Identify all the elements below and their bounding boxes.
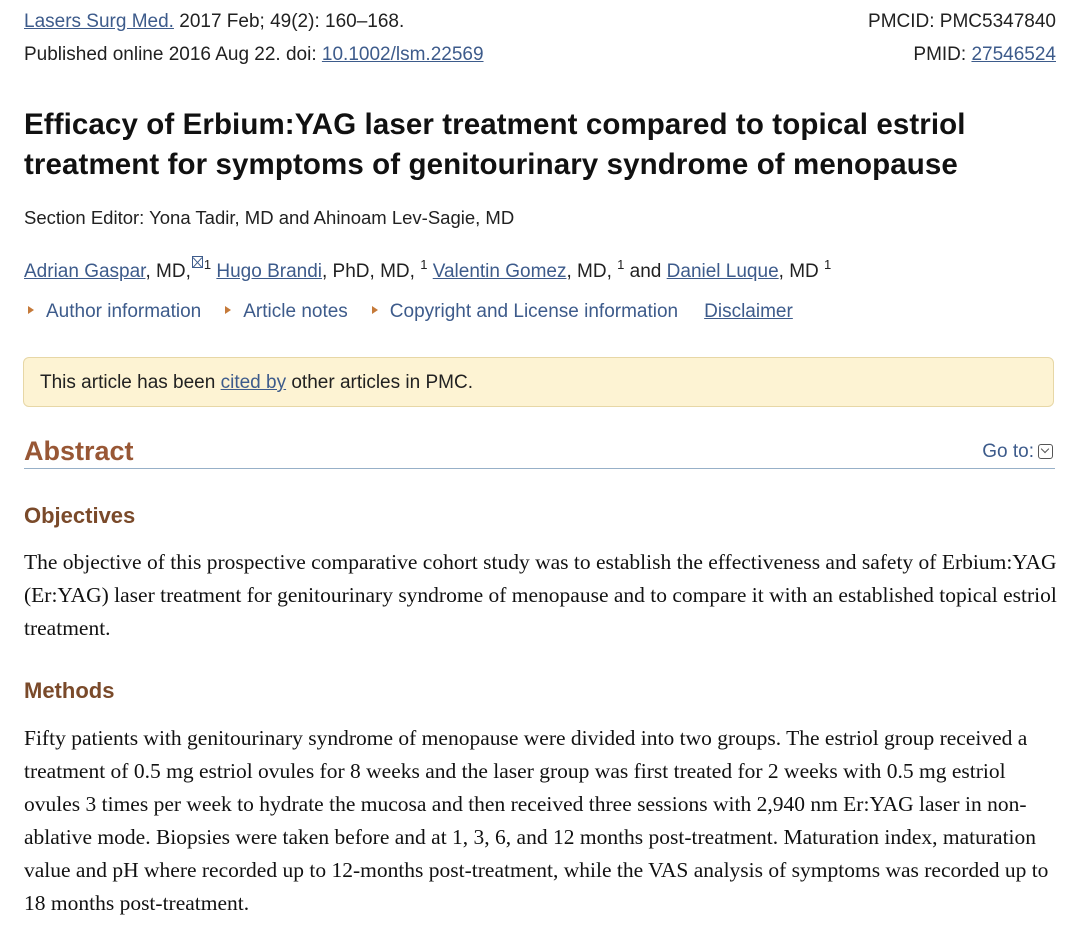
author-list [24, 252, 831, 285]
article-title: Efficacy of Erbium:YAG laser treatment compared to topical estriol treatment for symptoms of genitourinary syndrome of menopause [24, 108, 966, 181]
citation-row [24, 10, 1056, 34]
journal-link[interactable]: Lasers Surg Med. [24, 11, 174, 32]
methods-heading: Methods [24, 678, 115, 703]
email-icon[interactable] [192, 256, 203, 268]
pmcid [868, 10, 1056, 34]
article-info-toggles [28, 299, 793, 325]
author-link[interactable]: Valentin Gomez [432, 261, 567, 282]
affiliation-sup: 1 [203, 257, 212, 272]
affiliation-sup: 1 [824, 257, 832, 272]
chevron-down-icon[interactable] [1038, 444, 1053, 459]
citation-left [24, 10, 404, 34]
cited-notice-before: This article has been [40, 372, 221, 393]
author-degree: , PhD, MD, [322, 261, 415, 282]
toggle-label: Article notes [243, 301, 348, 322]
expand-triangle-icon [225, 306, 231, 314]
toggle-label: Author information [46, 301, 202, 322]
affiliation-sup: 1 [617, 257, 625, 272]
cited-by-link[interactable]: cited by [220, 372, 287, 393]
publication-left [24, 43, 484, 67]
section-editor: Section Editor: Yona Tadir, MD and Ahinoam Lev-Sagie, MD [24, 207, 515, 228]
author-link[interactable]: Daniel Luque [666, 261, 779, 282]
pmcid-label: PMCID: [868, 11, 940, 32]
pmid-label: PMID: [913, 44, 972, 65]
goto-menu[interactable] [982, 440, 1053, 464]
author-degree: , MD, [145, 261, 191, 282]
goto-label: Go to: [982, 441, 1034, 462]
pmcid-value: PMC5347840 [939, 11, 1056, 32]
published-text: Published online 2016 Aug 22. doi: [24, 44, 322, 65]
objectives-heading: Objectives [24, 503, 136, 528]
copyright-license-toggle[interactable] [372, 299, 678, 325]
affiliation-sup: 1 [420, 257, 428, 272]
toggle-label: Copyright and License information [389, 301, 679, 322]
expand-triangle-icon [28, 306, 34, 314]
expand-triangle-icon [372, 306, 378, 314]
author-link[interactable]: Hugo Brandi [216, 261, 322, 282]
doi-link[interactable]: 10.1002/lsm.22569 [321, 44, 484, 65]
abstract-header [24, 434, 1055, 469]
author-information-toggle[interactable] [28, 299, 201, 325]
objectives-text: The objective of this prospective comparative cohort study was to establish the effectiveness and safety of Erbium:YAG (Er:YAG) laser treatment for genitourinary syndrome of menopause and to compare it with an established topical estriol treatment. [24, 550, 1057, 640]
author-degree: , MD [778, 261, 819, 282]
cited-by-notice [23, 357, 1054, 407]
article-notes-toggle[interactable] [225, 299, 348, 325]
methods-text: Fifty patients with genitourinary syndrome of menopause were divided into two groups. The estriol group received a treatment of 0.5 mg estriol ovules for 8 weeks and the laser group was first treated for 2 weeks with 0.5 mg estriol ovules 3 times per week to hydrate the mucosa and then received three sessions with 2,940 nm Er:YAG laser in non-ablative mode. Biopsies were taken before and at 1, 3, 6, and 12 months post-treatment. Maturation index, maturation value and pH where recorded up to 12-months post-treatment, while the VAS analysis of symptoms was recorded up to 18 months post-treatment. [24, 726, 1049, 915]
abstract-heading: Abstract [24, 436, 134, 466]
author-conjunction: and [629, 261, 662, 282]
cited-notice-after: other articles in PMC. [286, 372, 473, 393]
citation-details: 2017 Feb; 49(2): 160–168. [173, 11, 405, 32]
author-degree: , MD, [566, 261, 612, 282]
pmid-link[interactable]: 27546524 [971, 44, 1056, 65]
pmid [913, 43, 1056, 67]
disclaimer-link[interactable]: Disclaimer [704, 301, 793, 322]
publication-row [24, 43, 1056, 67]
author-link[interactable]: Adrian Gaspar [24, 261, 146, 282]
